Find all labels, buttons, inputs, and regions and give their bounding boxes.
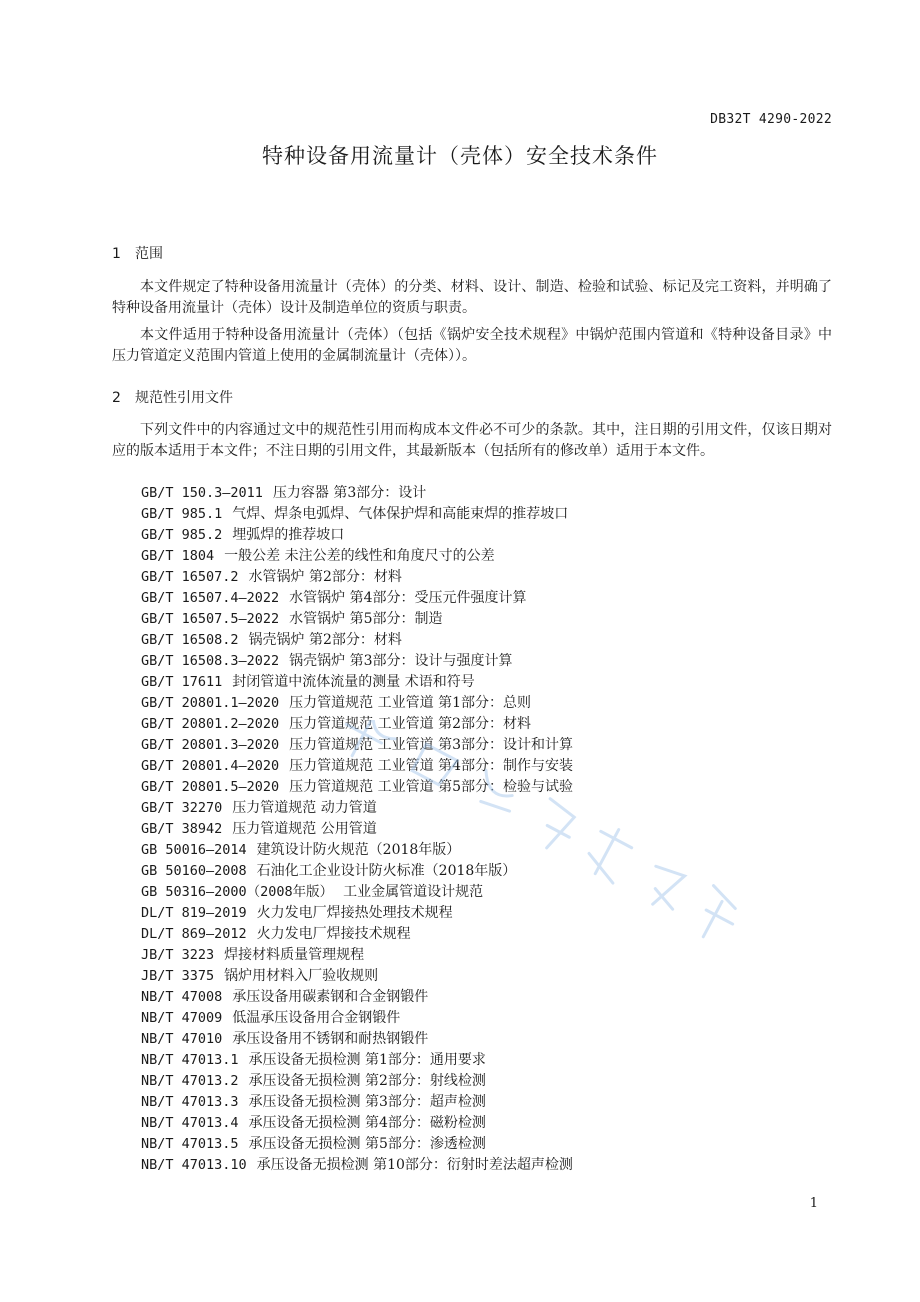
section-2-paragraph-1: 下列文件中的内容通过文中的规范性引用而构成本文件必不可少的条款。其中，注日期的引用文件，仅该日期对应的版本适用于本文件；不注日期的引用文件，其最新版本（包括所有的修改单）适用于本文件。: [112, 422, 832, 459]
reference-item: [141, 1113, 841, 1134]
reference-item: [141, 651, 841, 672]
reference-code: JB/T 3375: [141, 968, 215, 984]
section-number: 2: [112, 390, 121, 406]
reference-item: [141, 945, 841, 966]
reference-code: GB/T 20801.4—2020: [141, 758, 280, 774]
reference-item: [141, 903, 841, 924]
reference-item: [141, 1134, 841, 1155]
section-1-paragraph-1: 本文件规定了特种设备用流量计（壳体）的分类、材料、设计、制造、检验和试验、标记及完工资料，并明确了特种设备用流量计（壳体）设计及制造单位的资质与职责。: [112, 279, 832, 316]
document-code: DB32T 4290-2022: [710, 112, 832, 127]
reference-item: [141, 1155, 841, 1176]
reference-title: 承压设备用不锈钢和耐热钢锻件: [232, 1031, 429, 1047]
reference-title: 压力容器 第3部分：设计: [272, 485, 427, 501]
reference-code: GB/T 16507.2: [141, 569, 239, 585]
reference-item: [141, 672, 841, 693]
reference-code: GB/T 16508.3—2022: [141, 653, 280, 669]
reference-title: 压力管道规范 工业管道 第5部分：检验与试验: [289, 779, 573, 795]
reference-title: 水管锅炉 第5部分：制造: [289, 611, 443, 627]
reference-code: GB/T 17611: [141, 674, 223, 690]
reference-code: NB/T 47013.10: [141, 1157, 247, 1173]
reference-code: GB/T 20801.5—2020: [141, 779, 280, 795]
reference-code: DL/T 869—2012: [141, 926, 247, 942]
reference-title: 承压设备无损检测 第4部分：磁粉检测: [248, 1115, 486, 1131]
reference-item: [141, 966, 841, 987]
reference-item: [141, 714, 841, 735]
reference-item: [141, 840, 841, 861]
reference-code: GB/T 20801.3—2020: [141, 737, 280, 753]
reference-title: 工业金属管道设计规范: [343, 884, 484, 900]
reference-item: [141, 924, 841, 945]
reference-title: 压力管道规范 工业管道 第4部分：制作与安装: [289, 758, 573, 774]
reference-item: [141, 1071, 841, 1092]
normative-reference-list: [141, 483, 841, 1176]
page-number: 1: [809, 1196, 818, 1211]
section-1-heading: [112, 243, 163, 263]
reference-item: [141, 987, 841, 1008]
reference-item: [141, 504, 841, 525]
reference-code: GB 50316—2000（2008年版）: [141, 884, 334, 900]
reference-code: NB/T 47013.2: [141, 1073, 239, 1089]
reference-title: 承压设备无损检测 第10部分：衍射时差法超声检测: [256, 1157, 573, 1173]
reference-item: [141, 693, 841, 714]
reference-title: 承压设备无损检测 第5部分：渗透检测: [248, 1136, 486, 1152]
reference-title: 一般公差 未注公差的线性和角度尺寸的公差: [224, 548, 495, 564]
reference-title: 石油化工企业设计防火标准（2018年版）: [256, 863, 517, 879]
reference-code: NB/T 47013.3: [141, 1094, 239, 1110]
reference-title: 锅壳锅炉 第3部分：设计与强度计算: [289, 653, 513, 669]
reference-item: [141, 588, 841, 609]
reference-code: NB/T 47009: [141, 1010, 223, 1026]
reference-code: GB/T 150.3—2011: [141, 485, 263, 501]
reference-item: [141, 777, 841, 798]
reference-item: [141, 1008, 841, 1029]
reference-title: 压力管道规范 工业管道 第3部分：设计和计算: [289, 737, 573, 753]
section-1-paragraph-2: 本文件适用于特种设备用流量计（壳体）（包括《锅炉安全技术规程》中锅炉范围内管道和《特种设备目录》中压力管道定义范围内管道上使用的金属制流量计（壳体））。: [112, 327, 832, 364]
reference-code: NB/T 47013.4: [141, 1115, 239, 1131]
reference-code: NB/T 47010: [141, 1031, 223, 1047]
reference-code: NB/T 47013.5: [141, 1136, 239, 1152]
reference-item: [141, 1092, 841, 1113]
reference-title: 承压设备用碳素钢和合金钢锻件: [232, 989, 429, 1005]
reference-code: GB/T 38942: [141, 821, 223, 837]
reference-title: 压力管道规范 公用管道: [232, 821, 377, 837]
reference-code: GB/T 32270: [141, 800, 223, 816]
reference-item: [141, 735, 841, 756]
reference-code: NB/T 47013.1: [141, 1052, 239, 1068]
reference-code: GB/T 16507.5—2022: [141, 611, 280, 627]
reference-item: [141, 525, 841, 546]
reference-title: 封闭管道中流体流量的测量 术语和符号: [232, 674, 475, 690]
reference-item: [141, 1050, 841, 1071]
reference-title: 火力发电厂焊接热处理技术规程: [256, 905, 453, 921]
reference-item: [141, 861, 841, 882]
reference-item: [141, 1029, 841, 1050]
reference-item: [141, 567, 841, 588]
reference-title: 气焊、焊条电弧焊、气体保护焊和高能束焊的推荐坡口: [232, 506, 569, 522]
reference-title: 承压设备无损检测 第1部分：通用要求: [248, 1052, 486, 1068]
document-title: 特种设备用流量计（壳体）安全技术条件: [262, 144, 658, 168]
reference-code: GB/T 16508.2: [141, 632, 239, 648]
reference-item: [141, 798, 841, 819]
section-2-heading: [112, 387, 233, 407]
reference-item: [141, 483, 841, 504]
reference-item: [141, 546, 841, 567]
reference-code: NB/T 47008: [141, 989, 223, 1005]
reference-item: [141, 819, 841, 840]
reference-title: 低温承压设备用合金钢锻件: [232, 1010, 401, 1026]
reference-code: GB/T 16507.4—2022: [141, 590, 280, 606]
reference-title: 锅壳锅炉 第2部分：材料: [248, 632, 402, 648]
reference-item: [141, 609, 841, 630]
reference-code: GB/T 20801.1—2020: [141, 695, 280, 711]
reference-title: 水管锅炉 第4部分：受压元件强度计算: [289, 590, 527, 606]
reference-title: 锅炉用材料入厂验收规则: [224, 968, 379, 984]
reference-title: 压力管道规范 工业管道 第2部分：材料: [289, 716, 531, 732]
reference-title: 承压设备无损检测 第3部分：超声检测: [248, 1094, 486, 1110]
section-title: 规范性引用文件: [135, 390, 233, 406]
reference-code: GB 50160—2008: [141, 863, 247, 879]
reference-title: 水管锅炉 第2部分：材料: [248, 569, 402, 585]
reference-code: GB/T 985.2: [141, 527, 223, 543]
reference-code: GB/T 20801.2—2020: [141, 716, 280, 732]
reference-code: GB/T 985.1: [141, 506, 223, 522]
reference-item: [141, 756, 841, 777]
reference-code: GB/T 1804: [141, 548, 215, 564]
reference-title: 埋弧焊的推荐坡口: [232, 527, 345, 543]
reference-title: 火力发电厂焊接技术规程: [256, 926, 411, 942]
section-number: 1: [112, 246, 121, 262]
reference-code: DL/T 819—2019: [141, 905, 247, 921]
reference-title: 压力管道规范 动力管道: [232, 800, 377, 816]
reference-item: [141, 882, 841, 903]
reference-code: GB 50016—2014: [141, 842, 247, 858]
reference-title: 压力管道规范 工业管道 第1部分：总则: [289, 695, 531, 711]
reference-title: 建筑设计防火规范（2018年版）: [256, 842, 461, 858]
reference-item: [141, 630, 841, 651]
section-title: 范围: [135, 246, 163, 262]
reference-title: 承压设备无损检测 第2部分：射线检测: [248, 1073, 486, 1089]
reference-title: 焊接材料质量管理规程: [224, 947, 365, 963]
reference-code: JB/T 3223: [141, 947, 215, 963]
